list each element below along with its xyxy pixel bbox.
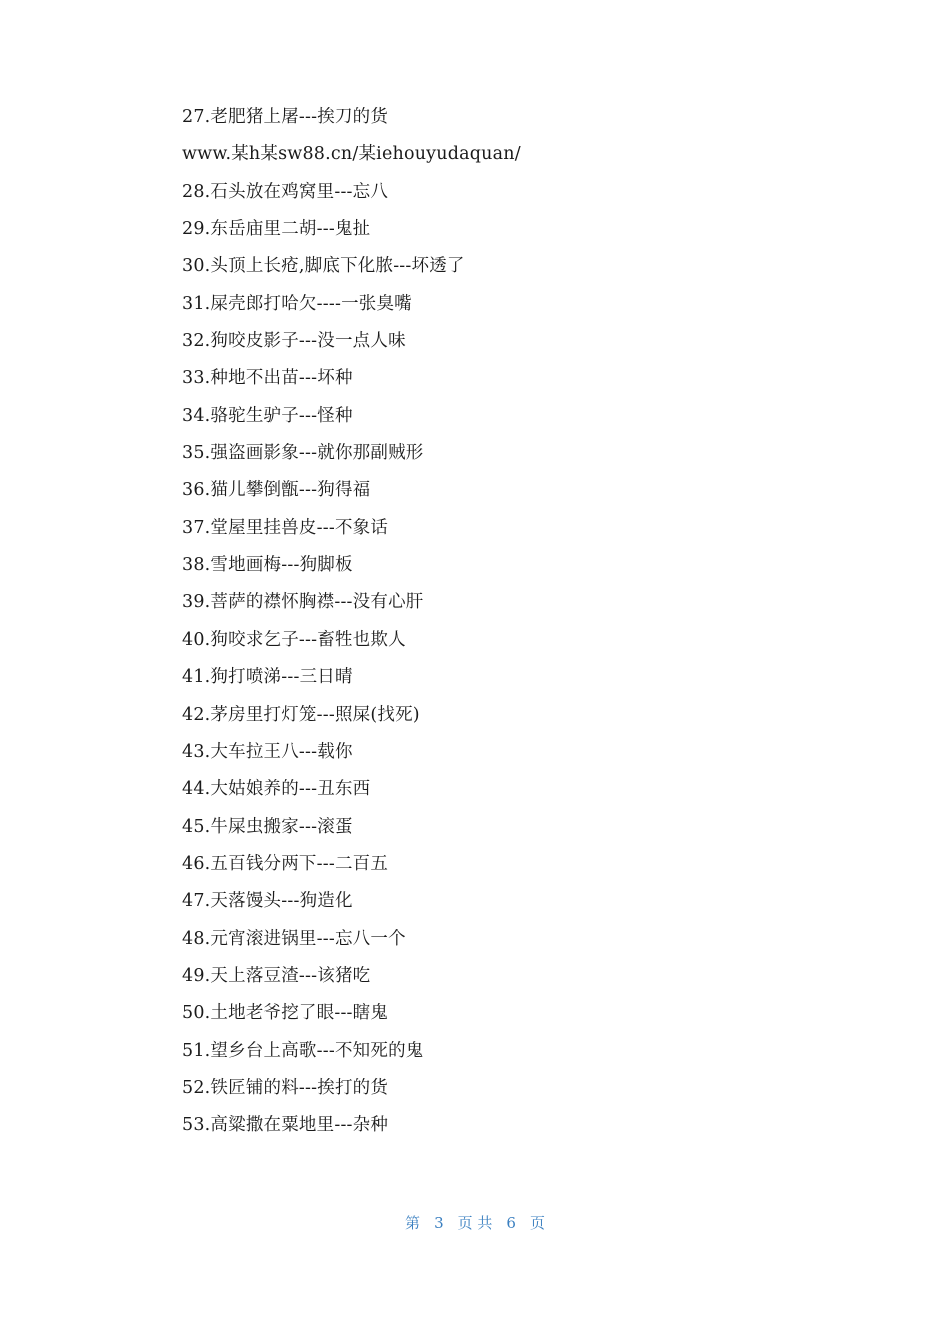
list-item: 38.雪地画梅---狗脚板 (182, 555, 353, 576)
list-item: 29.东岳庙里二胡---鬼扯 (182, 219, 371, 240)
list-item: 40.狗咬求乞子---畜牲也欺人 (182, 629, 406, 650)
list-item: 35.强盗画影象---就你那副贼形 (182, 443, 424, 464)
list-item: 31.屎壳郎打哈欠----一张臭嘴 (182, 293, 412, 314)
list-item: 44.大姑娘养的---丑东西 (182, 779, 371, 800)
list-item: 41.狗打喷涕---三日晴 (182, 667, 353, 688)
page-footer (0, 1212, 950, 1233)
list-item: 49.天上落豆渣---该猪吃 (182, 965, 371, 986)
list-item: 46.五百钱分两下---二百五 (182, 853, 389, 874)
list-item: 43.大车拉王八---载你 (182, 741, 353, 762)
list-item: 32.狗咬皮影子---没一点人味 (182, 331, 406, 352)
footer-current-page: 3 (434, 1214, 444, 1232)
list-item: 45.牛屎虫搬家---滚蛋 (182, 816, 353, 837)
list-item: 37.堂屋里挂兽皮---不象话 (182, 517, 389, 538)
list-item: 27.老肥猪上屠---挨刀的货 (182, 107, 389, 127)
list-item: 30.头顶上长疮,脚底下化脓---坏透了 (182, 256, 465, 277)
list-item: 28.石头放在鸡窝里---忘八 (182, 181, 389, 202)
list-item: 36.猫儿攀倒甑---狗得福 (182, 480, 371, 501)
list-item: 52.铁匠铺的料---挨打的货 (182, 1077, 389, 1098)
list-item: 47.天落馒头---狗造化 (182, 891, 353, 912)
list-item: 50.土地老爷挖了眼---瞎鬼 (182, 1003, 389, 1024)
list-item: 51.望乡台上高歌---不知死的鬼 (182, 1040, 424, 1061)
document-body (182, 104, 802, 1150)
footer-suffix: 页 (529, 1214, 545, 1232)
list-item: 39.菩萨的襟怀胸襟---没有心肝 (182, 592, 424, 613)
list-item: 48.元宵滚进锅里---忘八一个 (182, 928, 406, 949)
list-item: 42.茅房里打灯笼---照屎(找死) (182, 704, 420, 725)
footer-total-pages: 6 (506, 1214, 516, 1232)
list-item: 34.骆驼生驴子---怪种 (182, 405, 353, 426)
list-item: 33.种地不出苗---坏种 (182, 368, 353, 389)
footer-middle: 页 共 (457, 1214, 493, 1232)
footer-prefix: 第 (405, 1214, 421, 1232)
website-url-line: www.某h某sw88.cn/某iehouyudaquan/ (182, 144, 521, 165)
list-item: 53.高粱撒在粟地里---杂种 (182, 1115, 389, 1136)
